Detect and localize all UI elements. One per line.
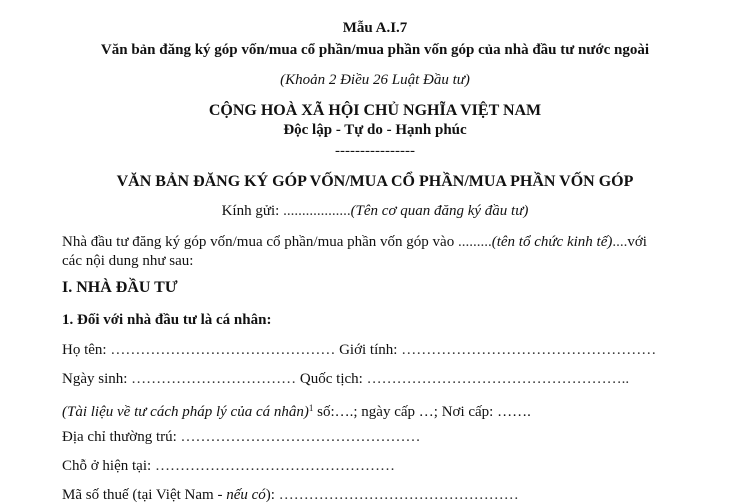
recipient-line: [0, 202, 750, 220]
gender-field[interactable]: ……………………………………………: [401, 342, 657, 358]
gender-label: Giới tính:: [335, 342, 402, 358]
field-legal-document: [62, 399, 531, 421]
nationality-label: Quốc tịch:: [296, 371, 367, 387]
form-code: Mẫu A.I.7: [342, 20, 408, 36]
footnote-ref: 1: [308, 403, 314, 413]
intro-dots: ....: [612, 234, 628, 250]
field-residence: [62, 457, 395, 475]
address-label: Địa chỉ thường trú:: [62, 429, 181, 445]
residence-label: Chỗ ở hiện tại:: [62, 458, 155, 474]
subsection-heading: 1. Đối với nhà đầu tư là cá nhân:: [62, 312, 272, 328]
intro-line-2: các nội dung như sau:: [62, 253, 194, 269]
legal-doc-fields[interactable]: số:….; ngày cấp …; Nơi cấp: …….: [313, 404, 531, 420]
tax-hint: nếu có: [226, 487, 266, 503]
recipient-hint: (Tên cơ quan đăng ký đầu tư): [350, 203, 529, 219]
field-dob-nationality: [62, 370, 629, 388]
name-field[interactable]: ………………………………………: [110, 342, 336, 358]
motto: Độc lập - Tự do - Hạnh phúc: [283, 122, 467, 138]
country-name: CỘNG HOÀ XÃ HỘI CHỦ NGHĨA VIỆT NAM: [208, 102, 542, 119]
field-name-gender: [62, 341, 656, 359]
legal-doc-hint: (Tài liệu về tư cách pháp lý của cá nhân): [62, 404, 309, 420]
intro-hint: (tên tổ chức kinh tế): [491, 234, 613, 250]
tax-label-end: ):: [265, 487, 279, 503]
intro-line: [62, 233, 647, 251]
recipient-dots: ..................: [283, 203, 351, 219]
intro-text: Nhà đầu tư đăng ký góp vốn/mua cổ phần/mua phần vốn góp vào: [62, 234, 458, 250]
residence-field[interactable]: …………………………………………: [154, 458, 395, 474]
name-label: Họ tên:: [62, 342, 111, 358]
field-address: [62, 428, 421, 446]
dob-label: Ngày sinh:: [62, 371, 132, 387]
document-title: VĂN BẢN ĐĂNG KÝ GÓP VỐN/MUA CỔ PHẦN/MUA PHẦN VỐN GÓP: [116, 173, 634, 190]
form-subtitle: Văn bản đăng ký góp vốn/mua cổ phần/mua phần vốn góp của nhà đầu tư nước ngoài: [100, 42, 650, 58]
intro-dots: .........: [457, 234, 492, 250]
nationality-field[interactable]: ……………………………………………..: [366, 371, 630, 387]
recipient-label: Kính gửi:: [221, 203, 284, 219]
tax-label: Mã số thuế (tại Việt Nam -: [62, 487, 227, 503]
legal-basis: (Khoản 2 Điều 26 Luật Đầu tư): [280, 72, 470, 88]
section-heading: I. NHÀ ĐẦU TƯ: [62, 279, 178, 296]
intro-tail: với: [627, 234, 647, 250]
separator: ----------------: [335, 143, 415, 159]
address-field[interactable]: …………………………………………: [180, 429, 421, 445]
tax-field[interactable]: …………………………………………: [278, 487, 519, 503]
field-tax-code: [62, 486, 519, 504]
dob-field[interactable]: ……………………………: [131, 371, 297, 387]
